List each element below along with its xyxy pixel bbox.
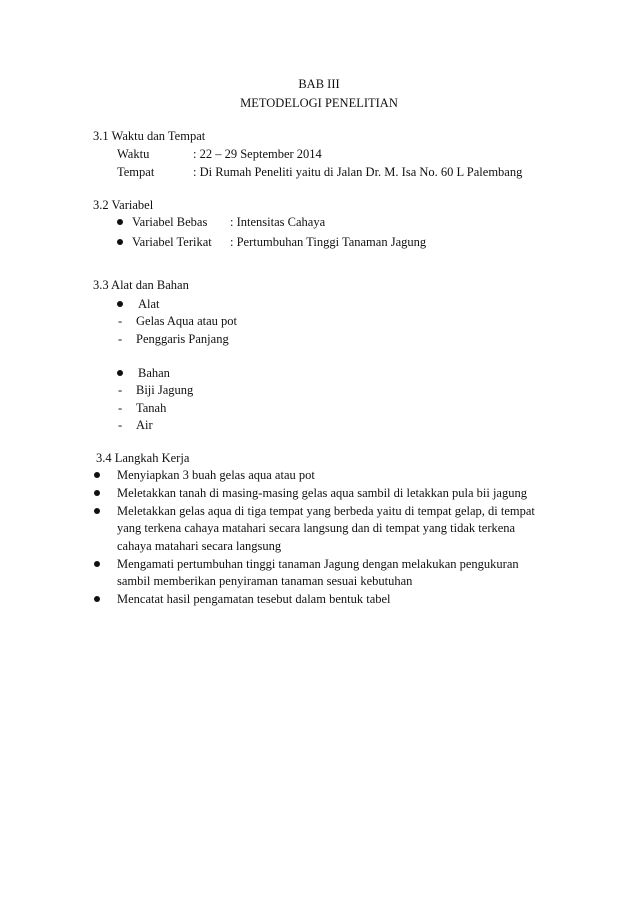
bullet-icon	[94, 596, 100, 602]
tempat-value: : Di Rumah Peneliti yaitu di Jalan Dr. M. Isa No. 60 L Palembang	[193, 165, 523, 179]
chapter-title: METODELOGI PENELITIAN	[240, 96, 398, 110]
dash-marker: -	[118, 332, 123, 346]
bullet-icon	[94, 508, 100, 514]
step-line: Mengamati pertumbuhan tinggi tanaman Jagung dengan melakukan pengukuran	[117, 557, 519, 571]
section-heading-3-4: 3.4 Langkah Kerja	[96, 451, 190, 465]
waktu-label: Waktu	[117, 147, 150, 161]
variabel-terikat-label: Variabel Terikat	[132, 235, 212, 249]
bullet-icon	[117, 239, 123, 245]
step-line: cahaya matahari secara langsung	[117, 539, 282, 553]
step-line: Meletakkan tanah di masing-masing gelas aqua sambil di letakkan pula bii jagung	[117, 486, 527, 500]
dash-marker: -	[118, 383, 123, 397]
step-line: Meletakkan gelas aqua di tiga tempat yang berbeda yaitu di tempat gelap, di tempat	[117, 504, 535, 518]
step-line: yang terkena cahaya matahari secara langsung dan di tempat yang tidak terkena	[117, 521, 516, 535]
step-line: sambil memberikan penyiraman tanaman sesuai kebutuhan	[117, 574, 413, 588]
step-line: Menyiapkan 3 buah gelas aqua atau pot	[117, 468, 315, 482]
variabel-bebas-label: Variabel Bebas	[132, 215, 208, 229]
bahan-item: Tanah	[136, 401, 167, 415]
section-heading-3-2: 3.2 Variabel	[93, 198, 154, 212]
bahan-item: Biji Jagung	[136, 383, 194, 397]
alat-item: Penggaris Panjang	[136, 332, 229, 346]
bullet-icon	[117, 219, 123, 225]
bullet-icon	[94, 472, 100, 478]
bahan-item: Air	[136, 418, 153, 432]
dash-marker: -	[118, 401, 123, 415]
alat-item: Gelas Aqua atau pot	[136, 314, 238, 328]
bullet-icon	[117, 370, 123, 376]
bullet-icon	[117, 301, 123, 307]
dash-marker: -	[118, 314, 123, 328]
step-line: Mencatat hasil pengamatan tesebut dalam bentuk tabel	[117, 592, 391, 606]
waktu-value: : 22 – 29 September 2014	[193, 147, 322, 161]
variabel-bebas-value: : Intensitas Cahaya	[230, 215, 326, 229]
chapter-heading: BAB III	[298, 77, 340, 91]
alat-label: Alat	[138, 297, 160, 311]
bullet-icon	[94, 490, 100, 496]
bahan-label: Bahan	[138, 366, 170, 380]
section-heading-3-3: 3.3 Alat dan Bahan	[93, 278, 189, 292]
bullet-icon	[94, 561, 100, 567]
variabel-terikat-value: : Pertumbuhan Tinggi Tanaman Jagung	[230, 235, 427, 249]
tempat-label: Tempat	[117, 165, 155, 179]
dash-marker: -	[118, 418, 123, 432]
section-heading-3-1: 3.1 Waktu dan Tempat	[93, 129, 206, 143]
